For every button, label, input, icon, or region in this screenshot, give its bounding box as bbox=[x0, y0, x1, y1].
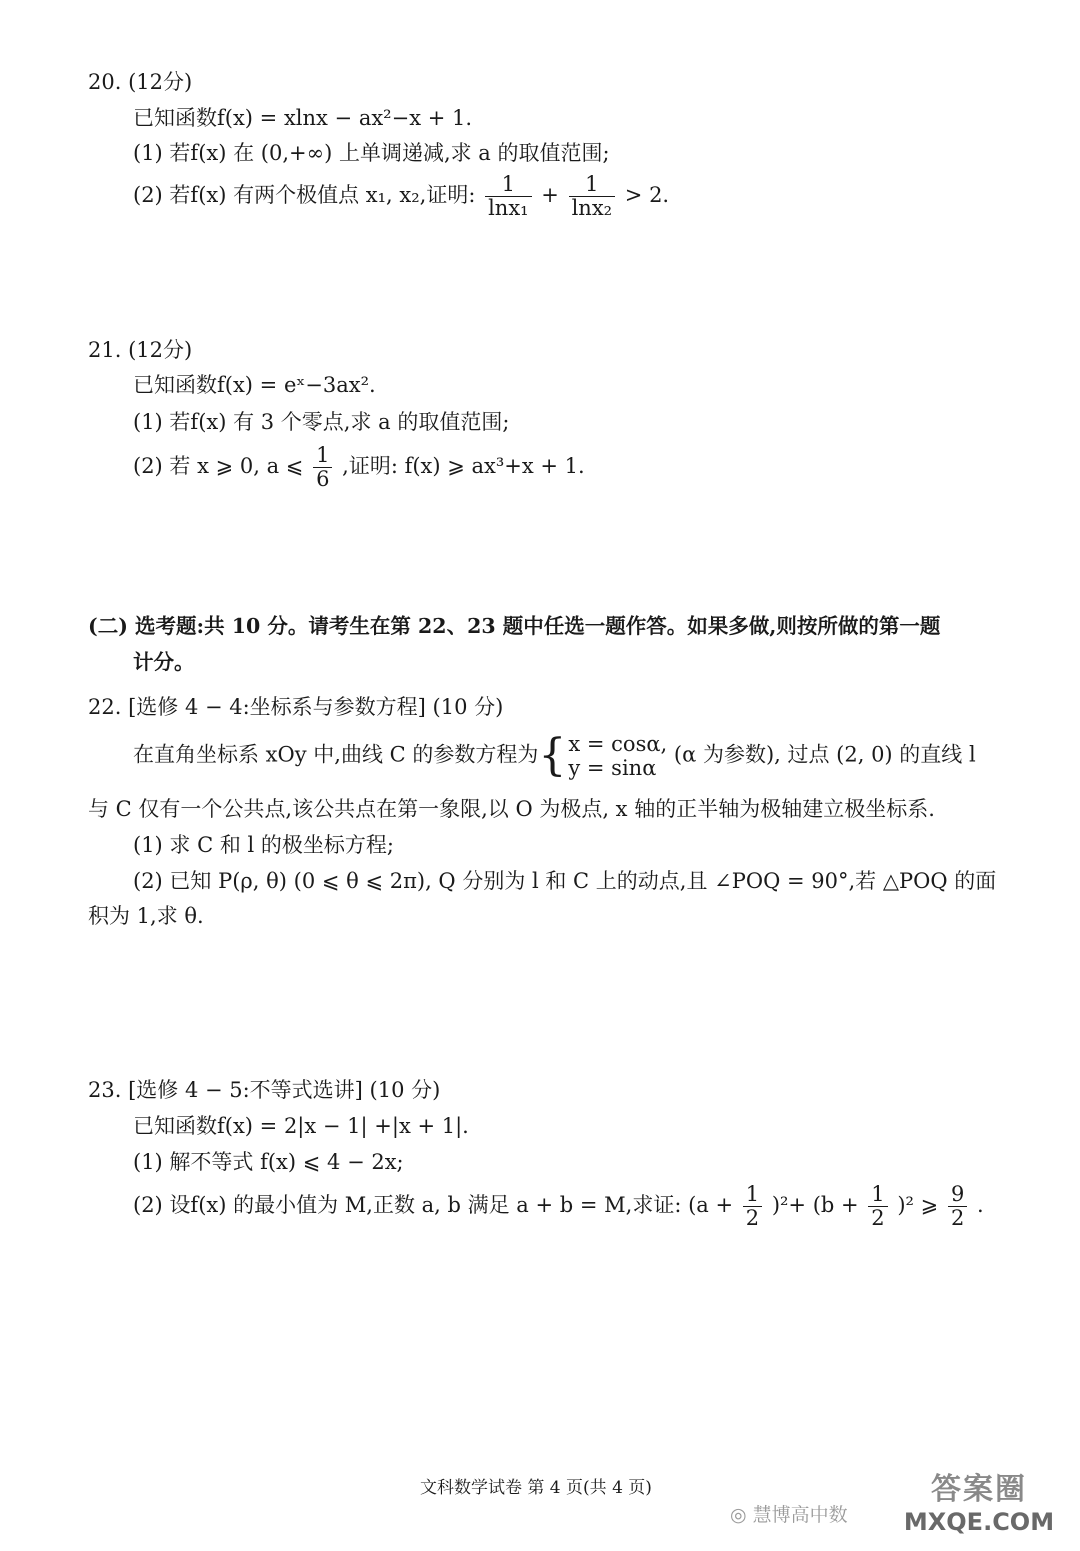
q21-frac-num: 1 bbox=[313, 444, 332, 468]
q23-fraction-b bbox=[868, 1183, 887, 1230]
q23-fb-num: 1 bbox=[868, 1183, 887, 1207]
q20-fraction-2 bbox=[569, 173, 616, 220]
q20-line2: (1) 若f(x) 在 (0,+∞) 上单调递减,求 a 的取值范围; bbox=[133, 141, 610, 165]
q23-end: . bbox=[977, 1193, 984, 1218]
q23-fb-den: 2 bbox=[871, 1206, 885, 1231]
q20-frac1-den: lnx₁ bbox=[488, 196, 529, 221]
q23-fa-den: 2 bbox=[745, 1206, 760, 1231]
q21-fraction bbox=[313, 444, 332, 491]
q20-line3 bbox=[133, 173, 669, 220]
q22-sys-row1: x = cosα, bbox=[568, 732, 668, 756]
q20-frac1-num: 1 bbox=[485, 173, 532, 197]
q20-frac2-num: 1 bbox=[569, 173, 616, 197]
q20-line1: 已知函数f(x) = xlnx − ax²−x + 1. bbox=[133, 106, 473, 130]
logo-top-text: 答案圈 bbox=[931, 1472, 1027, 1507]
q22-sys-row2: y = sinα bbox=[568, 756, 657, 781]
page-footer: 文科数学试卷 第 4 页(共 4 页) bbox=[420, 1478, 652, 1498]
q23-header: 23. [选修 4 − 5:不等式选讲] (10 分) bbox=[88, 1078, 441, 1102]
section2-line1: (二) 选考题:共 10 分。请考生在第 22、23 题中任选一题作答。如果多做,则按所做的第一题 bbox=[88, 614, 941, 638]
wechat-watermark bbox=[730, 1504, 848, 1527]
q23-line3-text: (2) 设f(x) 的最小值为 M,正数 a, b 满足 a + b = M,求证: (a + bbox=[133, 1193, 734, 1218]
q22-line5: 积为 1,求 θ. bbox=[88, 904, 204, 928]
q22-equation-system bbox=[568, 732, 667, 780]
q21-line3 bbox=[133, 444, 585, 491]
section2-line2: 计分。 bbox=[133, 650, 195, 674]
q23-line3 bbox=[133, 1183, 984, 1230]
q21-line3-text: (2) 若 x ⩾ 0, a ⩽ bbox=[133, 454, 304, 479]
q22-line2: 与 C 仅有一个公共点,该公共点在第一象限,以 O 为极点, x 轴的正半轴为极轴建立极坐标系. bbox=[88, 797, 935, 821]
q23-fraction-a bbox=[743, 1183, 762, 1230]
q20-line3-text: (2) 若f(x) 有两个极值点 x₁, x₂,证明: bbox=[133, 183, 476, 208]
q23-line2: (1) 解不等式 f(x) ⩽ 4 − 2x; bbox=[133, 1150, 404, 1174]
q21-tail: ,证明: f(x) ⩾ ax³+x + 1. bbox=[342, 454, 585, 479]
q22-line3: (1) 求 C 和 l 的极坐标方程; bbox=[133, 833, 394, 857]
q21-header: 21. (12分) bbox=[88, 338, 193, 362]
logo-bottom-text: MXQE.COM bbox=[903, 1508, 1055, 1536]
q23-fraction-c bbox=[948, 1183, 967, 1230]
left-brace-icon: { bbox=[538, 730, 567, 782]
q23-fa-num: 1 bbox=[743, 1183, 762, 1207]
q23-fc-den: 2 bbox=[950, 1206, 965, 1231]
q23-mid: )²+ (b + bbox=[771, 1193, 859, 1218]
wechat-icon: ◎ bbox=[730, 1504, 753, 1526]
q22-line1-pre: 在直角坐标系 xOy 中,曲线 C 的参数方程为 bbox=[133, 742, 539, 767]
site-logo-watermark bbox=[893, 1472, 1065, 1544]
q20-fraction-1 bbox=[485, 173, 532, 220]
q20-tail: > 2. bbox=[624, 183, 670, 208]
q23-line1: 已知函数f(x) = 2|x − 1| +|x + 1|. bbox=[133, 1114, 469, 1138]
q20-frac2-den: lnx₂ bbox=[571, 196, 613, 221]
q23-fc-num: 9 bbox=[948, 1183, 967, 1207]
q22-line1 bbox=[133, 732, 976, 780]
wechat-watermark-text: 慧博高中数 bbox=[752, 1504, 848, 1526]
q20-plus: + bbox=[541, 183, 559, 208]
q22-line4: (2) 已知 P(ρ, θ) (0 ⩽ θ ⩽ 2π), Q 分别为 l 和 C 上的动点,且 ∠POQ = 90°,若 △POQ 的面 bbox=[133, 869, 997, 893]
q22-header: 22. [选修 4 − 4:坐标系与参数方程] (10 分) bbox=[88, 695, 504, 719]
q20-header: 20. (12分) bbox=[88, 70, 193, 94]
q21-line2: (1) 若f(x) 有 3 个零点,求 a 的取值范围; bbox=[133, 410, 510, 434]
q22-line1-post: (α 为参数), 过点 (2, 0) 的直线 l bbox=[673, 742, 976, 767]
q21-line1: 已知函数f(x) = eˣ−3ax². bbox=[133, 373, 376, 397]
q23-ge: )² ⩾ bbox=[897, 1193, 939, 1218]
q21-frac-den: 6 bbox=[316, 467, 330, 492]
